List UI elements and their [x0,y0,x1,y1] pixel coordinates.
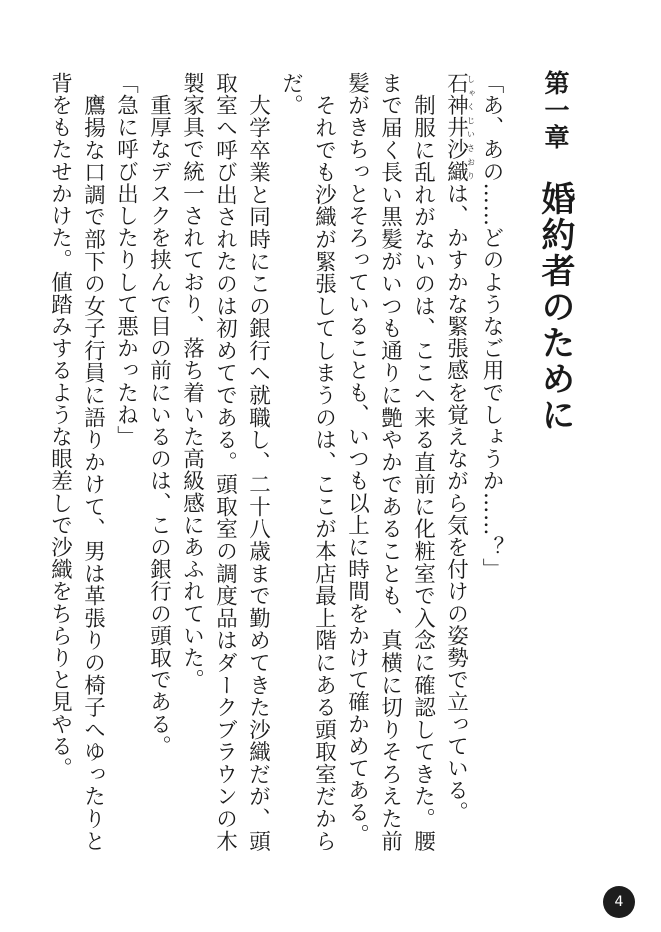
paragraph-1: 「あ、あの……どのようなご用でしょうか……？」 [479,72,504,581]
paragraph-6: 重厚なデスクを挟んで目の前にいるのは、この銀行の頭取である。 [146,94,172,758]
paragraph-8: 鷹揚な口調で部下の女子行員に語りかけて、男は革張りの椅子へゆったりと背をもたせかけた。値踏みするような眼差しで沙織をちらりと見やる。 [47,72,106,852]
chapter-heading [535,70,580,433]
chapter-label: 第一章 [541,70,570,151]
ruby-reading: しゃくじいさおり [466,72,476,183]
page-number: 4 [614,894,624,910]
page-number-badge [603,886,635,918]
paragraph-7: 「急に呼び出したりして悪かったね」 [113,72,139,448]
paragraph-3: 制服に乱れがないのは、ここへ来る直前に化粧室で入念に確認してきた。腰まで届く長い黒髪がいつも通りに艶やかであることも、真横に切りそろえた前髪がきちっとそろっていることも、いつも以上に時間をかけて確かめてある。 [344,72,436,852]
ruby-base: 石神井沙織 [443,72,469,183]
chapter-title: 婚約者のために [535,181,575,433]
paragraph-2 [440,72,476,852]
paragraph-2-rest: は、かすかな緊張感を覚えながら気を付けの姿勢で立っている。 [443,182,469,824]
paragraph-5: 大学卒業と同時にこの銀行へ就職し、二十八歳まで勤めてきた沙織だが、頭取室へ呼び出されたのは初めてである。頭取室の調度品はダークブラウンの木製家具で統一されており、落ち着いた高級感にあふれていた。 [179,72,271,852]
paragraph-4: それでも沙織が緊張してしまうのは、ここが本店最上階にある頭取室だからだ。 [278,72,337,852]
body-text [47,72,508,852]
ruby-name [443,72,476,183]
